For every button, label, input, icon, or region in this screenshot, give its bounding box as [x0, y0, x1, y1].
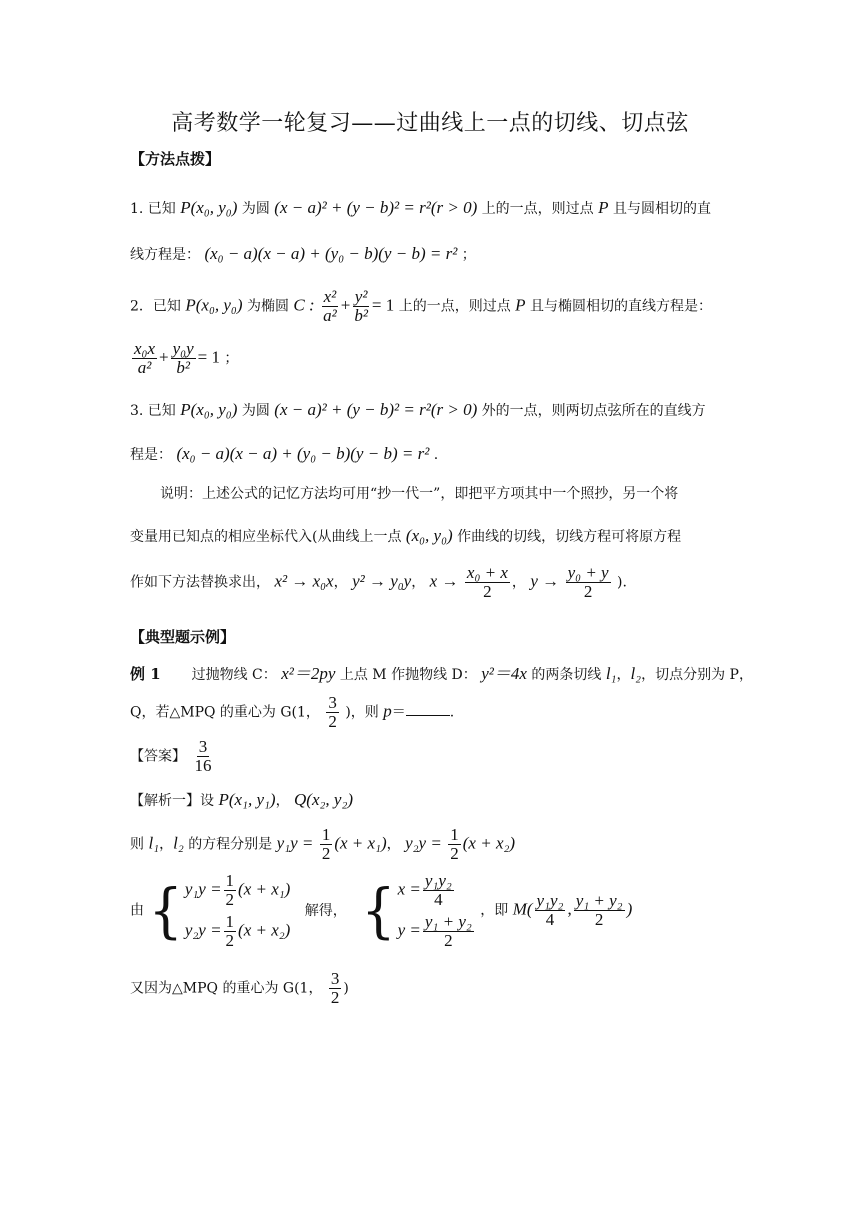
example1-text-b: 上点 M 作抛物线 D：: [339, 667, 477, 683]
example1-equals: ＝: [391, 704, 406, 721]
item2-point: P(x₀, y₀): [185, 295, 243, 315]
item1-line2-prefix: 线方程是：: [130, 247, 200, 263]
note-line3-a: 作如下方法替换求出，: [130, 574, 270, 591]
solution-l1: l₁: [148, 833, 160, 853]
item2-end: ；: [224, 350, 239, 367]
answer-numerator: 3: [198, 737, 208, 756]
solution-by: 由: [130, 902, 144, 919]
ellipse-x-fraction: $\frac{\text{x²}}{\text{a²}}$: [323, 287, 337, 325]
note-line2-a: 变量用已知点的相应坐标代入(从曲线上一点: [130, 529, 402, 545]
solution-l2: l₂: [173, 833, 184, 853]
example1-l1: l₁: [605, 664, 617, 683]
item3-line1: [130, 400, 706, 420]
solution-system: { x = $\frac{\text{y₁y₂}}{4}$ y = $\frac{\text{y₁ + y₂}}{2}$: [361, 871, 472, 950]
item3-prefix: 3. 已知: [130, 403, 176, 419]
m-y-fraction: $\frac{\text{y₁ + y₂}}{2}$: [575, 891, 623, 930]
item3-suffix: 外的一点，则两切点弦所在的直线方: [481, 403, 706, 419]
item2-line2: $\frac{\text{x₀x}}{\text{a²}}$ + $\frac{\text{y₀y}}{\text{b²}}$ = 1 ；: [134, 339, 239, 377]
page-title: 高考数学一轮复习——过曲线上一点的切线、切点弦: [171, 111, 689, 136]
note-end: ).: [617, 574, 627, 591]
centroid-y-fraction: $\frac{3}{2}$: [328, 693, 337, 731]
solution-point-p: P(x₁, y₁): [218, 790, 276, 809]
item1-p: P: [598, 198, 609, 217]
item2-suffix2: 且与椭圆相切的直线方程是：: [530, 298, 713, 315]
example1-text-a: 过抛物线 C：: [191, 667, 277, 683]
substitution-x-fraction: $\frac{\text{x₀ + x}}{2}$: [466, 563, 508, 601]
tangent-eq1-rhs: (x + x₁): [334, 833, 387, 853]
substitution-y2: y² → y₀y: [352, 571, 412, 591]
note-point: (x₀, y₀): [405, 526, 453, 545]
note-line3: 作如下方法替换求出， x² → x₀x， y² → y₀y， x → $\frac{\text{x₀ + x}}{2}$ ， y → $\frac{\text{y₀ + y}}{2}$ ).: [130, 563, 627, 601]
substitution-y-lhs: y →: [530, 571, 560, 591]
item1-end: ；: [461, 247, 476, 263]
item1-point: P(x₀, y₀): [180, 198, 238, 217]
item3-equation: (x − a)² + (y − b)² = r²(r > 0): [274, 400, 478, 419]
example1-text-d: ，切点分别为 P，: [641, 667, 753, 683]
item1-suffix2: 且与圆相切的直: [612, 201, 711, 217]
m-x-fraction: $\frac{\text{y₁y₂}}{4}$: [536, 891, 564, 930]
item1-line2: [130, 244, 476, 264]
solution-solve: 解得，: [304, 902, 347, 919]
example1-line2: [130, 694, 454, 731]
example1-eq-d: y²＝4x: [481, 664, 527, 683]
solution-ie: ，即: [480, 902, 509, 919]
example1-label: 例 1: [130, 665, 161, 683]
item3-end: .: [433, 447, 439, 463]
item2-mid: 为椭圆: [246, 298, 289, 315]
item2-suffix: 上的一点，则过点: [398, 298, 511, 315]
example1-eq-c: x²＝2py: [281, 664, 336, 683]
solution-line5-b: ): [343, 980, 349, 997]
item3-point: P(x₀, y₀): [180, 400, 238, 419]
item1-line1: [130, 198, 711, 218]
item2-p: P: [515, 295, 526, 315]
tangent-y-fraction: $\frac{\text{y₀y}}{\text{b²}}$: [172, 339, 194, 377]
item1-prefix: 1. 已知: [130, 201, 176, 217]
section-method-heading: 【方法点拨】: [130, 150, 221, 168]
answer-label: 【答案】: [130, 748, 186, 765]
tangent-eq1-half: $\frac{1}{2}$: [321, 825, 331, 863]
item1-formula: (x₀ − a)(x − a) + (y₀ − b)(y − b) = r²: [204, 244, 458, 263]
tangent-eq1-lhs: y₁y =: [276, 833, 314, 853]
example1-p: p: [383, 701, 392, 721]
item3-formula: (x₀ − a)(x − a) + (y₀ − b)(y − b) = r²: [176, 444, 430, 463]
example1-line1: 例 1 过抛物线 C： x²＝2py 上点 M 作抛物线 D： y²＝4x 的两条切线 l₁，l₂，切点分别为 P，: [130, 664, 753, 683]
substitution-y-fraction: $\frac{\text{y₀ + y}}{2}$: [567, 563, 609, 601]
tangent-x-fraction: $\frac{\text{x₀x}}{\text{a²}}$: [134, 339, 156, 377]
item3-mid: 为圆: [241, 403, 270, 419]
solution-line5: [130, 970, 349, 1007]
item1-mid: 为圆: [241, 201, 270, 217]
point-m-open: M(: [512, 899, 533, 919]
tangent-eq2-lhs: y₂y =: [405, 833, 442, 853]
example1-l2: l₂: [630, 664, 642, 683]
solution-line2-a: 则: [130, 836, 144, 853]
tangent-eq2-rhs: (x + x₂): [462, 833, 516, 853]
ellipse-y-fraction: $\frac{\text{y²}}{\text{b²}}$: [354, 287, 368, 325]
substitution-x2: x² → x₀x: [274, 571, 334, 591]
solution-line2-b: 的方程分别是: [188, 836, 273, 853]
item2-c: C :: [293, 295, 315, 315]
answer-fraction: [192, 738, 213, 775]
solution-line1: 【解析一】设 P(x₁, y₁)， Q(x₂, y₂): [130, 790, 354, 809]
item2-line1: 2．已知 P(x₀, y₀) 为椭圆 C : $\frac{\text{x²}}{\text{a²}}$ + $\frac{\text{y²}}{\text{b²}}$ = 1 上的一点，则过点 P 且与椭圆相切的直线方程是：: [130, 287, 713, 325]
solution-label: 【解析一】设: [130, 793, 214, 809]
example1-end: .: [449, 704, 455, 721]
item2-prefix: 2．已知: [130, 298, 181, 315]
item1-equation: (x − a)² + (y − b)² = r²(r > 0): [274, 198, 478, 217]
equation-system: { y₁y = $\frac{1}{2}$ (x + x₁) y₂y = $\frac{1}{2}$ (x + x₂): [148, 871, 291, 950]
point-m-close: ): [626, 899, 633, 919]
solution-line2: 则 l₁，l₂ 的方程分别是 y₁y = $\frac{1}{2}$ (x + x₁)， y₂y = $\frac{1}{2}$ (x + x₂): [130, 825, 516, 863]
solution-point-q: Q(x₂, y₂): [294, 790, 354, 809]
tangent-eq2-half: $\frac{1}{2}$: [450, 825, 459, 863]
answer-denominator: 16: [194, 755, 212, 775]
note-line2-b: 作曲线的切线，切线方程可将原方程: [457, 529, 682, 545]
example1-line2-b: )，则: [345, 704, 379, 721]
section-examples-heading: 【典型题示例】: [130, 628, 236, 646]
item3-line2-prefix: 程是：: [130, 447, 172, 463]
answer-line: [130, 738, 215, 775]
example1-line2-a: Q，若△MPQ 的重心为 G(1，: [130, 704, 320, 721]
solution-system-line: 由 { y₁y = $\frac{1}{2}$ (x + x₁) y₂y = $\frac{1}{2}$ (x + x₂) 解得， { x = $\frac{\text{y₁y₂}}{4}$ y = $\frac{\text{y₁ + y₂}}{2}$ ，即 M( $\frac{\text{y₁y₂}}{4}$ , $\frac{\text{y₁ + y₂}}{2}$ ): [130, 871, 633, 950]
substitution-x-lhs: x →: [429, 571, 459, 591]
item1-suffix: 上的一点，则过点: [481, 201, 594, 217]
item3-line2: [130, 444, 438, 464]
solution-line5-a: 又因为△MPQ 的重心为 G(1，: [130, 980, 323, 997]
note-line1: 说明：上述公式的记忆方法均可用“抄一代一”，即把平方项其中一个照抄，另一个将: [160, 486, 679, 502]
example1-text-c: 的两条切线: [531, 667, 602, 683]
answer-blank: [406, 715, 450, 716]
solution-centroid-fraction: $\frac{3}{2}$: [330, 969, 340, 1007]
note-line2: [130, 526, 681, 546]
